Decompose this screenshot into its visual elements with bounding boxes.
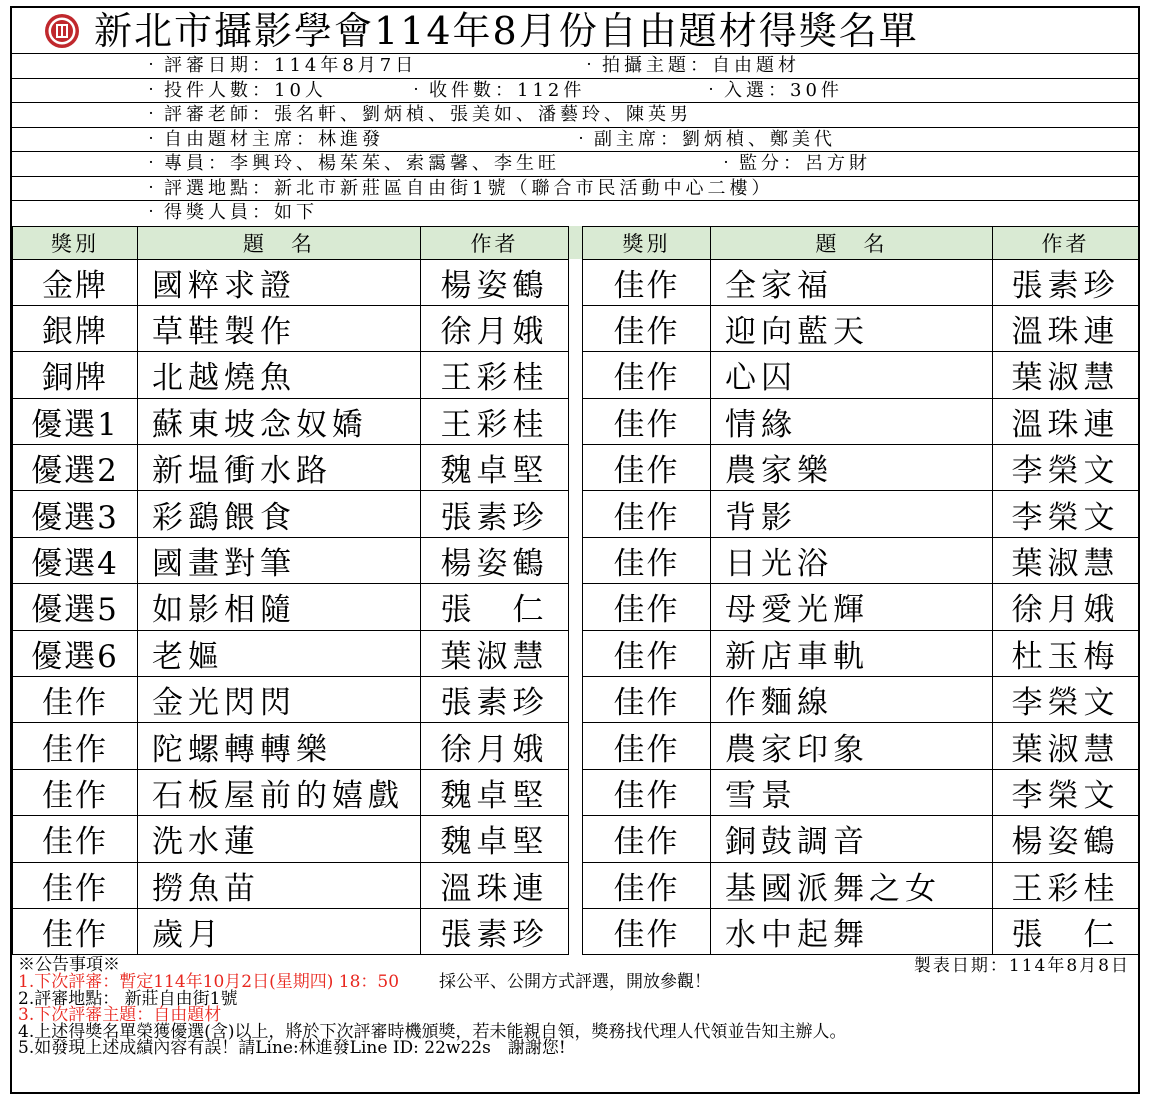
header-author-left: 作者 (421, 226, 569, 259)
author-cell: 徐月娥 (421, 723, 569, 769)
column-gap (569, 723, 583, 769)
header-award-left: 獎別 (13, 226, 138, 259)
author-cell: 王彩桂 (993, 862, 1139, 908)
note-2: 2.評審地點： 新莊自由街1號 (18, 988, 238, 1009)
table-row (13, 769, 1139, 815)
column-gap (569, 769, 583, 815)
table-row (13, 862, 1139, 908)
award-cell: 金牌 (13, 259, 138, 305)
award-cell: 佳作 (583, 305, 711, 351)
title-cell: 農家樂 (711, 445, 993, 491)
author-cell: 張素珍 (993, 259, 1139, 305)
winners-label: ‧得獎人員：如下 (142, 202, 318, 223)
title-cell: 背影 (711, 491, 993, 537)
award-cell: 佳作 (13, 862, 138, 908)
title-cell: 銅鼓調音 (711, 816, 993, 862)
award-cell: 佳作 (583, 723, 711, 769)
award-cell: 佳作 (583, 398, 711, 444)
award-cell: 佳作 (583, 537, 711, 583)
header-title-left: 題 名 (138, 226, 421, 259)
author-cell: 李榮文 (993, 769, 1139, 815)
award-cell: 銀牌 (13, 305, 138, 351)
award-cell: 佳作 (583, 816, 711, 862)
note-3: 3.下次評審主題：自由題材 (18, 1005, 222, 1026)
title-cell: 國畫對筆 (138, 537, 421, 583)
award-cell: 佳作 (583, 630, 711, 676)
column-gap (569, 398, 583, 444)
title-cell: 石板屋前的嬉戲 (138, 769, 421, 815)
header-title-right: 題 名 (711, 226, 993, 259)
author-cell: 張素珍 (421, 677, 569, 723)
table-row (13, 537, 1139, 583)
table-row (13, 723, 1139, 769)
award-cell: 佳作 (583, 908, 711, 954)
awards-table (12, 226, 1139, 956)
note-1-next-judging: 1.下次評審：暫定114年10月2日(星期四) 18：50 (18, 971, 400, 992)
award-cell: 優選4 (13, 537, 138, 583)
info-row-6 (12, 177, 1138, 202)
author-cell: 張 仁 (421, 584, 569, 630)
venue: ‧評選地點：新北市新莊區自由街1號（聯合市民活動中心二樓） (142, 177, 774, 199)
announcements (12, 955, 1138, 1057)
title-cell: 基國派舞之女 (711, 862, 993, 908)
judges: ‧評審老師：張名軒、劉炳楨、張美如、潘藝玲、陳英男 (142, 104, 692, 125)
author-cell: 葉淑慧 (993, 537, 1139, 583)
note-1-open-viewing: 採公平、公開方式評選，開放參觀！ (439, 971, 712, 992)
table-header-row (13, 226, 1139, 259)
staff: ‧專員：李興玲、楊茱茱、索靄馨、李生旺 (142, 153, 560, 174)
judging-date: ‧評審日期：114年8月7日 (142, 55, 418, 76)
header-award-right: 獎別 (583, 226, 711, 259)
vice-chairman: ‧副主席：劉炳楨、鄭美代 (572, 128, 836, 150)
title-cell: 日光浴 (711, 537, 993, 583)
table-row (13, 630, 1139, 676)
column-gap (569, 491, 583, 537)
author-cell: 魏卓堅 (421, 445, 569, 491)
column-gap (569, 305, 583, 351)
author-cell: 張 仁 (993, 908, 1139, 954)
info-row-4 (12, 128, 1138, 153)
award-cell: 佳作 (13, 769, 138, 815)
title-cell: 彩鷂餵食 (138, 491, 421, 537)
column-gap (569, 226, 583, 259)
author-cell: 徐月娥 (993, 584, 1139, 630)
column-gap (569, 584, 583, 630)
title-cell: 新塭衝水路 (138, 445, 421, 491)
award-cell: 佳作 (583, 259, 711, 305)
award-cell: 優選6 (13, 630, 138, 676)
title-cell: 迎向藍天 (711, 305, 993, 351)
author-cell: 徐月娥 (421, 305, 569, 351)
score-supervisor: ‧監分：呂方財 (717, 153, 871, 174)
award-cell: 佳作 (583, 862, 711, 908)
selected-count: ‧入選：30件 (702, 79, 843, 101)
column-gap (569, 816, 583, 862)
award-cell: 佳作 (583, 677, 711, 723)
award-cell: 優選5 (13, 584, 138, 630)
title-cell: 情緣 (711, 398, 993, 444)
author-cell: 溫珠連 (993, 398, 1139, 444)
award-cell: 佳作 (13, 723, 138, 769)
author-cell: 楊姿鶴 (421, 537, 569, 583)
table-row (13, 677, 1139, 723)
author-cell: 張素珍 (421, 491, 569, 537)
info-row-7 (12, 201, 1138, 226)
author-cell: 李榮文 (993, 445, 1139, 491)
chairman: ‧自由題材主席：林進發 (142, 128, 384, 150)
column-gap (569, 862, 583, 908)
society-logo-icon (44, 13, 80, 49)
title-cell: 歲月 (138, 908, 421, 954)
title-cell: 金光閃閃 (138, 677, 421, 723)
title-cell: 草鞋製作 (138, 305, 421, 351)
author-cell: 楊姿鶴 (421, 259, 569, 305)
table-made-date: 製表日期：114年8月8日 (913, 956, 1130, 977)
info-row-5 (12, 152, 1138, 177)
notes-heading: ※公告事項※ (18, 955, 120, 976)
table-row (13, 584, 1139, 630)
title-cell: 水中起舞 (711, 908, 993, 954)
table-row (13, 305, 1139, 351)
author-cell: 張素珍 (421, 908, 569, 954)
table-row (13, 816, 1139, 862)
title-cell: 洗水蓮 (138, 816, 421, 862)
award-cell: 佳作 (13, 908, 138, 954)
column-gap (569, 352, 583, 398)
table-row (13, 259, 1139, 305)
shooting-theme: ‧拍攝主題：自由題材 (580, 55, 800, 76)
award-cell: 優選3 (13, 491, 138, 537)
title-cell: 全家福 (711, 259, 993, 305)
info-row-3 (12, 103, 1138, 128)
author-cell: 李榮文 (993, 677, 1139, 723)
award-cell: 佳作 (583, 491, 711, 537)
title-cell: 老嫗 (138, 630, 421, 676)
title-cell: 撈魚苗 (138, 862, 421, 908)
title-cell: 作麵線 (711, 677, 993, 723)
table-row (13, 908, 1139, 954)
award-cell: 佳作 (583, 445, 711, 491)
author-cell: 葉淑慧 (993, 723, 1139, 769)
info-row-1 (12, 54, 1138, 79)
title-cell: 蘇東坡念奴嬌 (138, 398, 421, 444)
award-cell: 佳作 (13, 677, 138, 723)
column-gap (569, 445, 583, 491)
author-cell: 葉淑慧 (993, 352, 1139, 398)
column-gap (569, 259, 583, 305)
note-5: 5.如發現上述成績內容有誤！請Line:林進發Line ID: 22w22s 謝謝您! (18, 1038, 566, 1059)
title-cell: 雪景 (711, 769, 993, 815)
award-cell: 佳作 (583, 769, 711, 815)
award-cell: 佳作 (13, 816, 138, 862)
title-row (12, 8, 1138, 54)
column-gap (569, 537, 583, 583)
title-cell: 北越燒魚 (138, 352, 421, 398)
header-author-right: 作者 (993, 226, 1139, 259)
author-cell: 王彩桂 (421, 352, 569, 398)
author-cell: 葉淑慧 (421, 630, 569, 676)
award-cell: 佳作 (583, 352, 711, 398)
title-cell: 心囚 (711, 352, 993, 398)
entrant-count: ‧投件人數：10人 (142, 79, 327, 101)
author-cell: 溫珠連 (993, 305, 1139, 351)
award-cell: 優選1 (13, 398, 138, 444)
table-row (13, 352, 1139, 398)
table-row (13, 491, 1139, 537)
title-cell: 新店車軌 (711, 630, 993, 676)
column-gap (569, 677, 583, 723)
author-cell: 李榮文 (993, 491, 1139, 537)
author-cell: 王彩桂 (421, 398, 569, 444)
title-cell: 母愛光輝 (711, 584, 993, 630)
table-row (13, 445, 1139, 491)
award-cell: 佳作 (583, 584, 711, 630)
column-gap (569, 908, 583, 954)
title-cell: 如影相隨 (138, 584, 421, 630)
award-cell: 銅牌 (13, 352, 138, 398)
info-row-2 (12, 79, 1138, 104)
award-sheet (10, 6, 1140, 1094)
award-cell: 優選2 (13, 445, 138, 491)
author-cell: 杜玉梅 (993, 630, 1139, 676)
note-4: 4.上述得獎名單榮獲優選(含)以上，將於下次評審時機頒獎，若未能親自領，獎務找代理人代領並告知主辦人。 (18, 1021, 847, 1042)
title-cell: 國粹求證 (138, 259, 421, 305)
submission-count: ‧收件數：112件 (407, 79, 586, 101)
table-row (13, 398, 1139, 444)
title-cell: 農家印象 (711, 723, 993, 769)
author-cell: 魏卓堅 (421, 816, 569, 862)
author-cell: 溫珠連 (421, 862, 569, 908)
author-cell: 魏卓堅 (421, 769, 569, 815)
title-cell: 陀螺轉轉樂 (138, 723, 421, 769)
author-cell: 楊姿鶴 (993, 816, 1139, 862)
page-title: 新北市攝影學會114年8月份自由題材得獎名單 (94, 8, 919, 53)
column-gap (569, 630, 583, 676)
